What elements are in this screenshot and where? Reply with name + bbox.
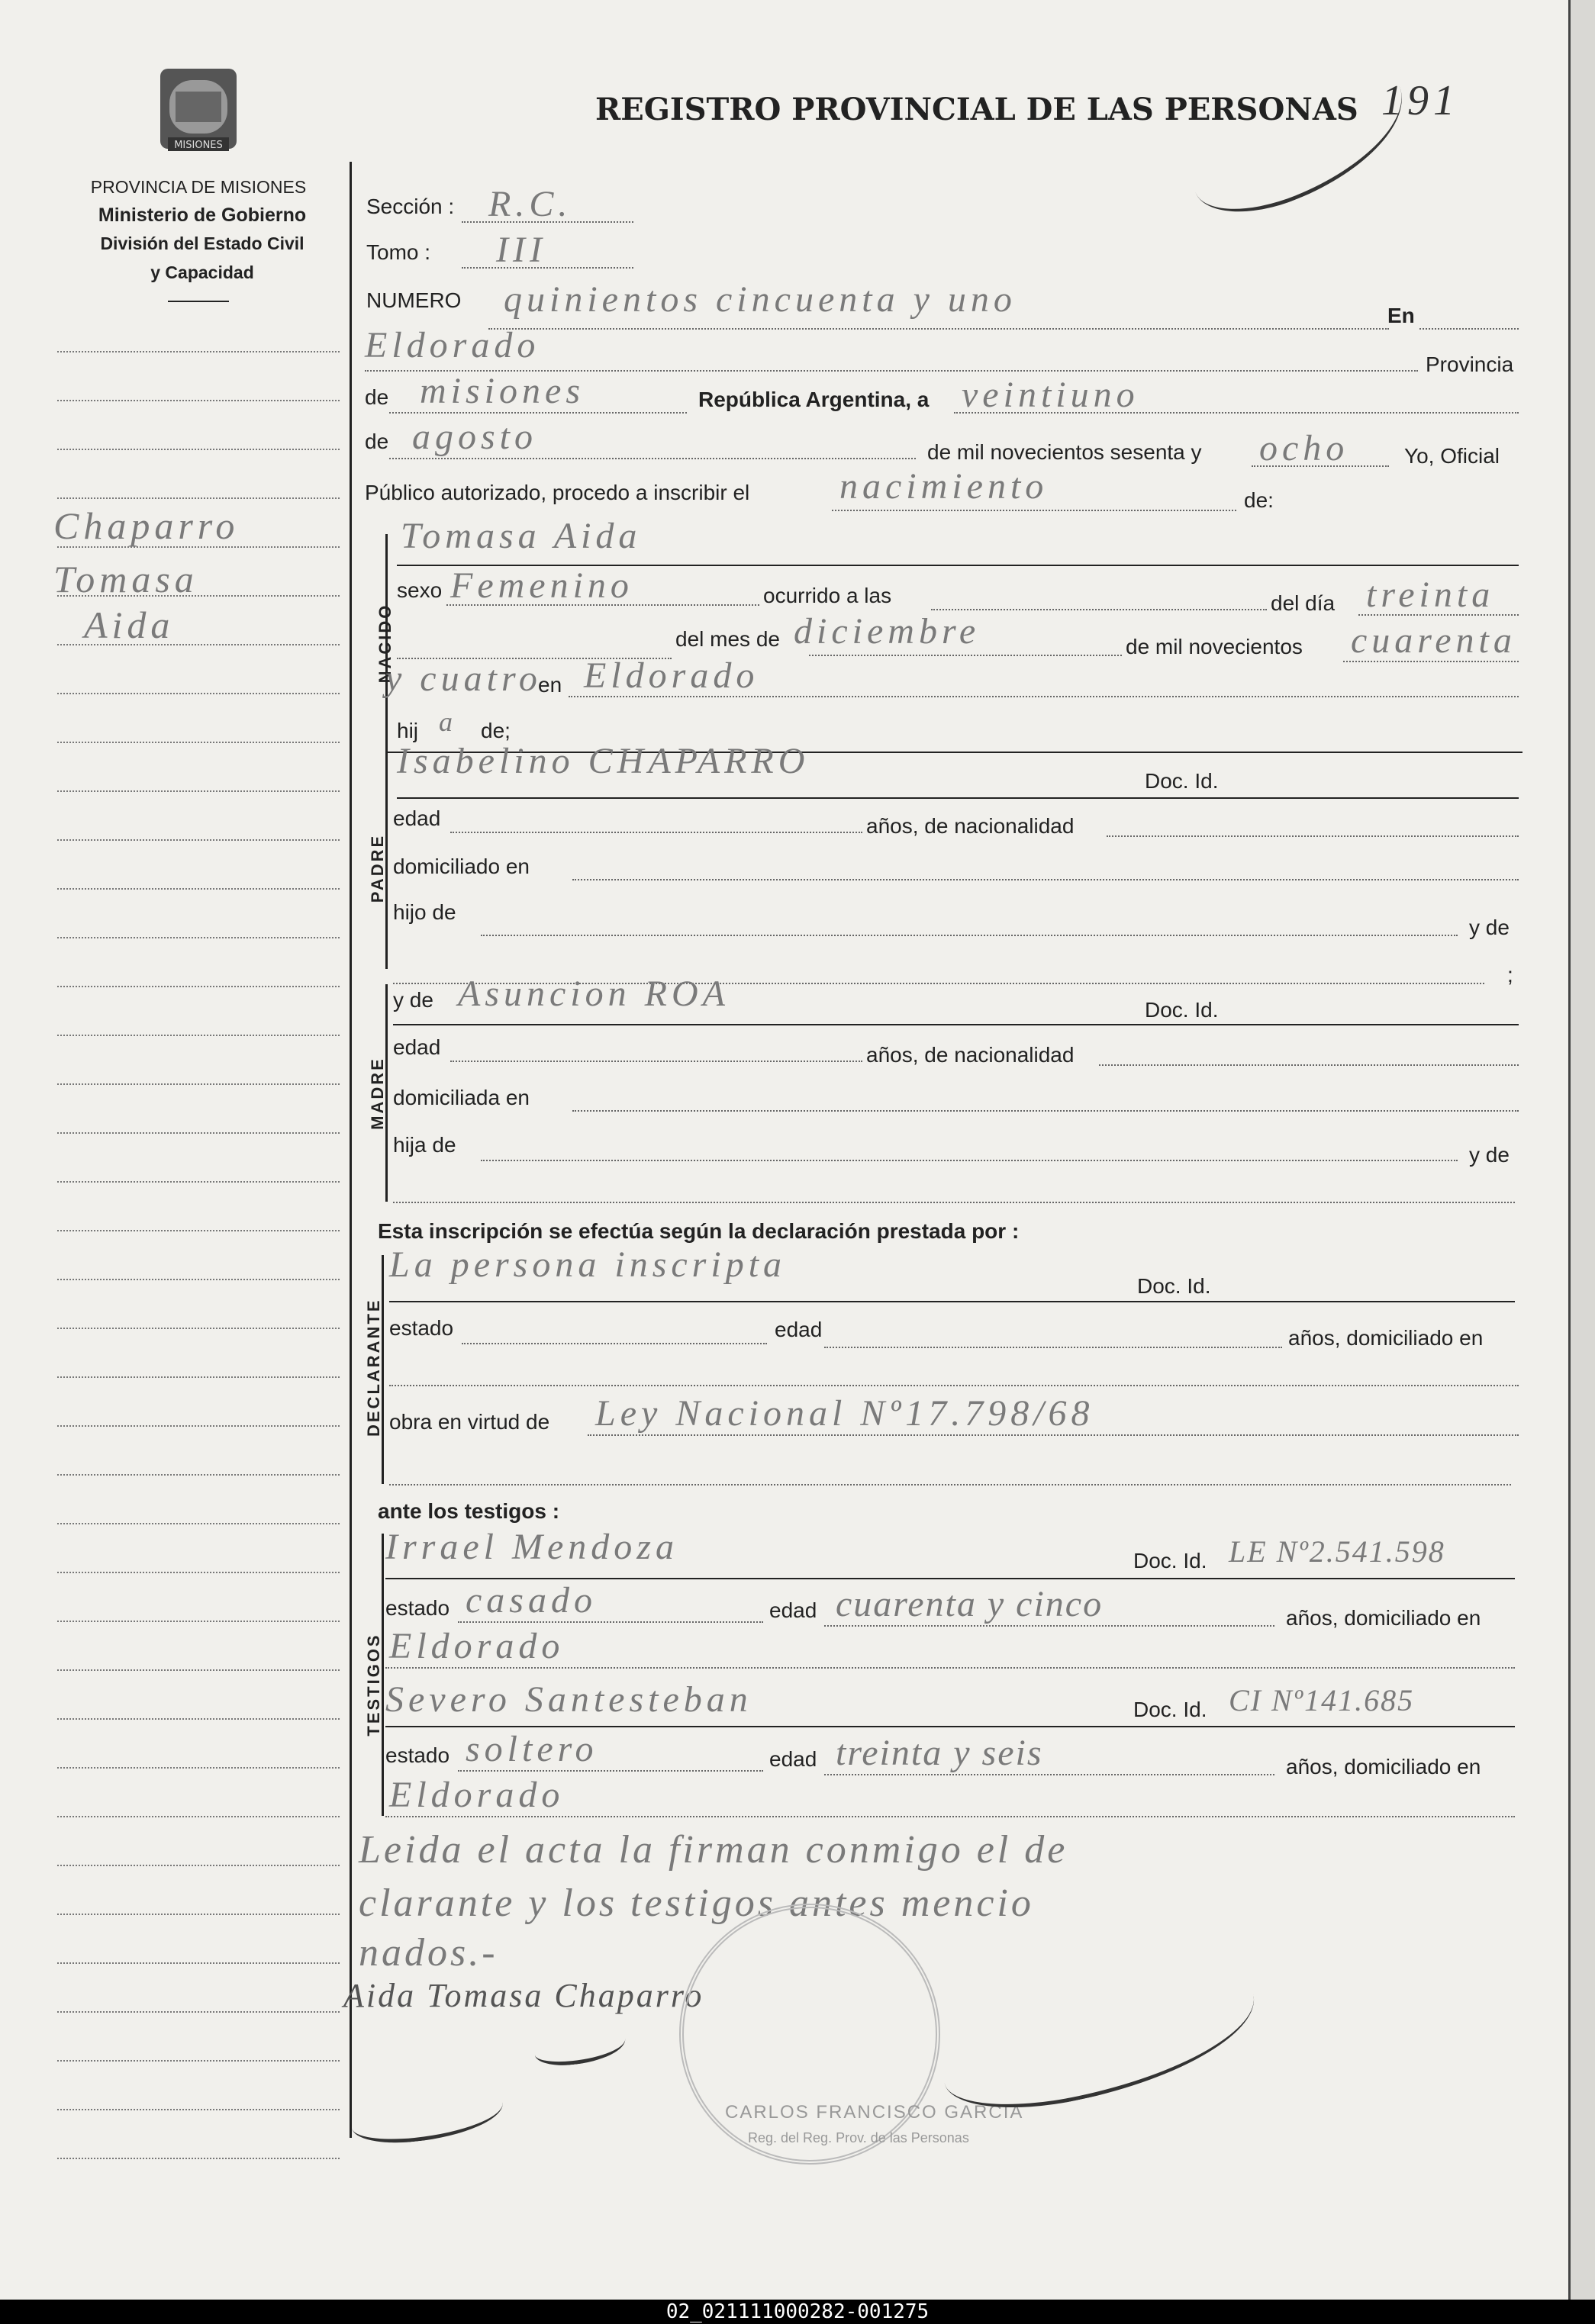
- madre-domicilio-line: [572, 1110, 1519, 1112]
- republica-label: República Argentina, a: [698, 388, 930, 411]
- declarante-domicilio-line: [389, 1385, 1519, 1386]
- ministry-name: Ministerio de Gobierno: [98, 204, 307, 226]
- dia-nac-label: del día: [1271, 591, 1336, 615]
- margin-dotted-line: [57, 644, 340, 645]
- declarante-estado-line: [462, 1343, 767, 1344]
- province-crest-icon: [145, 61, 252, 160]
- divider: [168, 301, 229, 302]
- seccion-label: Sección :: [366, 195, 455, 218]
- header-signature: [1171, 45, 1424, 233]
- margin-dotted-line: [57, 400, 340, 401]
- anio-value: ocho: [1259, 428, 1349, 468]
- tomo-label: Tomo :: [366, 240, 431, 264]
- province-name: PROVINCIA DE MISIONES: [90, 177, 307, 197]
- official-seal-icon: [679, 1904, 940, 2165]
- seccion-value: R.C.: [488, 184, 572, 224]
- page-title: REGISTRO PROVINCIAL DE LAS PERSONAS: [595, 92, 1358, 127]
- numero-value: quinientos cincuenta y uno: [504, 279, 1017, 320]
- padre-section-label: PADRE: [368, 833, 387, 903]
- anio-nac-value-a: cuarenta: [1351, 620, 1516, 661]
- margin-border: [350, 162, 352, 2138]
- testigo2-nombre: Severo Santesteban: [385, 1679, 752, 1720]
- testigo2-estado-line: [458, 1770, 763, 1772]
- stamp-subtitle: Reg. del Reg. Prov. de las Personas: [748, 2130, 969, 2145]
- testigo1-edad-label: edad: [769, 1598, 817, 1622]
- officer-signature: [931, 1952, 1268, 2126]
- margin-dotted-line: [57, 986, 340, 987]
- margin-dotted-line: [57, 1816, 340, 1817]
- testigo2-edad-line: [824, 1774, 1274, 1775]
- margin-dotted-line: [57, 1767, 340, 1769]
- numero-line: [488, 328, 1389, 330]
- madre-doc-label: Doc. Id.: [1145, 998, 1219, 1022]
- lugar-nac-value: Eldorado: [584, 655, 759, 696]
- padre-yde-label: y de: [1469, 916, 1510, 939]
- madre-edad-label: edad: [393, 1035, 441, 1059]
- madre-name-line: [393, 1024, 1519, 1025]
- hij-suffix: a: [439, 707, 457, 737]
- ocurrido-label: ocurrido a las: [763, 584, 892, 607]
- testigo2-domicilio-label: años, domiciliado en: [1286, 1755, 1481, 1778]
- margin-dotted-line: [57, 1621, 340, 1622]
- hij-label: hij: [397, 719, 419, 742]
- dia-value: veintiuno: [962, 375, 1139, 415]
- hora-line: [931, 609, 1267, 610]
- padre-domicilio-label: domiciliado en: [393, 855, 530, 878]
- margin-dotted-line: [57, 1132, 340, 1134]
- declarante-obra-label: obra en virtud de: [389, 1410, 550, 1434]
- testigos-intro: ante los testigos :: [378, 1499, 560, 1523]
- madre-nombre: Asuncion ROA: [458, 974, 730, 1014]
- mes-nac-label: del mes de: [675, 627, 780, 651]
- declarante-domicilio-label: años, domiciliado en: [1288, 1326, 1484, 1350]
- madre-section-label: MADRE: [368, 1057, 387, 1130]
- testigo1-edad: cuarenta y cinco: [836, 1584, 1104, 1624]
- crest-label: MISIONES: [174, 140, 223, 151]
- mil-nac-label: de mil novecientos: [1126, 635, 1303, 658]
- margin-dotted-line: [57, 449, 340, 450]
- mes-line: [389, 458, 916, 459]
- provincia-value: misiones: [420, 371, 585, 411]
- anio-label: de mil novecientos sesenta y: [927, 440, 1202, 464]
- margin-dotted-line: [57, 1035, 340, 1036]
- margin-dotted-line: [57, 1669, 340, 1671]
- madre-nacionalidad-line: [1099, 1064, 1519, 1066]
- margin-note-surname: Chaparro: [53, 504, 240, 547]
- margin-dotted-line: [57, 1279, 340, 1280]
- stamp-name: CARLOS FRANCISCO GARCIA: [725, 2102, 1024, 2123]
- declarante-estado-label: estado: [389, 1316, 454, 1340]
- testigo1-edad-line: [824, 1625, 1274, 1627]
- closing-line1: Leida el acta la firman conmigo el de: [359, 1828, 1068, 1872]
- madre-bottom-line: [393, 1202, 1515, 1203]
- margin-dotted-line: [57, 1865, 340, 1866]
- margin-dotted-line: [57, 2060, 340, 2062]
- margin-dotted-line: [57, 1425, 340, 1427]
- margin-dotted-line: [57, 937, 340, 938]
- page-number: 191: [1381, 77, 1459, 124]
- margin-dotted-line: [57, 1718, 340, 1720]
- margin-dotted-line: [57, 790, 340, 792]
- margin-dotted-line: [57, 888, 340, 890]
- margin-dotted-line: [57, 1962, 340, 1964]
- oficial-label: Yo, Oficial: [1404, 444, 1500, 468]
- margin-dotted-line: [57, 546, 340, 548]
- declarante-intro: Esta inscripción se efectúa según la declaración prestada por :: [378, 1219, 1020, 1243]
- margin-dotted-line: [57, 351, 340, 352]
- testigo1-domicilio-label: años, domiciliado en: [1286, 1606, 1481, 1630]
- margin-dotted-line: [57, 1181, 340, 1183]
- dia-nac-value: treinta: [1366, 575, 1495, 615]
- binding-edge: [1568, 0, 1595, 2300]
- padre-nacionalidad-label: años, de nacionalidad: [866, 814, 1075, 838]
- margin-dotted-line: [57, 1914, 340, 1915]
- margin-note-firstname: Tomasa: [53, 558, 198, 600]
- margin-dotted-line: [57, 2109, 340, 2110]
- padre-edad-label: edad: [393, 806, 441, 830]
- margin-dotted-line: [57, 2158, 340, 2159]
- margin-dotted-line: [57, 497, 340, 499]
- padre-nacionalidad-line: [1107, 835, 1519, 837]
- acto-line: [832, 510, 1236, 511]
- madre-edad-line: [450, 1061, 862, 1062]
- testigo2-estado-label: estado: [385, 1743, 450, 1767]
- provincia-label: Provincia: [1426, 352, 1514, 376]
- padre-edad-line: [450, 832, 862, 833]
- declarante-nombre: La persona inscripta: [389, 1244, 787, 1285]
- margin-dotted-line: [57, 1572, 340, 1573]
- declarante-edad-line: [824, 1347, 1282, 1348]
- de-label: de: [365, 385, 389, 409]
- testigo1-estado-label: estado: [385, 1596, 450, 1620]
- numero-label: NUMERO: [366, 288, 462, 312]
- sexo-label: sexo: [397, 578, 443, 602]
- de-colon-label: de:: [1244, 488, 1274, 512]
- tomo-value: III: [496, 230, 546, 270]
- testigo1-nombre: Irrael Mendoza: [385, 1527, 678, 1567]
- margin-dotted-line: [57, 1523, 340, 1524]
- testigo2-doc-label: Doc. Id.: [1133, 1698, 1207, 1721]
- declarante-signature: Aida Tomasa Chaparro: [343, 1977, 704, 2014]
- declarante-name-line: [389, 1301, 1515, 1302]
- mes-value: agosto: [412, 417, 538, 457]
- tomo-line: [462, 267, 633, 269]
- acto-value: nacimiento: [839, 466, 1049, 507]
- margin-dotted-line: [57, 839, 340, 841]
- margin-dotted-line: [57, 2011, 340, 2013]
- declarante-section-label: DECLARANTE: [364, 1298, 383, 1437]
- testigo2-edad-label: edad: [769, 1747, 817, 1771]
- padre-semicolon: ;: [1507, 963, 1513, 987]
- declarante-edad-label: edad: [775, 1318, 823, 1341]
- testigo2-domicilio-line: [385, 1816, 1515, 1817]
- madre-yde2-label: y de: [1469, 1143, 1510, 1167]
- margin-dotted-line: [57, 1230, 340, 1231]
- padre-doc-label: Doc. Id.: [1145, 769, 1219, 793]
- closing-line3: nados.-: [359, 1931, 498, 1975]
- closing-line2: clarante y los testigos antes mencio: [359, 1881, 1034, 1925]
- provincia-line: [389, 412, 687, 414]
- padre-domicilio-line: [572, 879, 1519, 880]
- margin-dotted-line: [57, 1376, 340, 1378]
- testigo1-domicilio-line: [385, 1667, 1515, 1669]
- testigos-section-label: TESTIGOS: [364, 1633, 383, 1737]
- margin-dotted-line: [57, 1328, 340, 1329]
- declarante-ley: Ley Nacional Nº17.798/68: [595, 1393, 1094, 1434]
- padre-hijo-label: hijo de: [393, 900, 456, 924]
- madre-hija-label: hija de: [393, 1133, 456, 1157]
- nacido-nombre: Tomasa Aida: [401, 516, 642, 556]
- padre-name-line: [397, 797, 1519, 799]
- image-footer-code: 02_021111000282-001275: [0, 2300, 1595, 2324]
- testigo1-doc-label: Doc. Id.: [1133, 1549, 1207, 1572]
- mes-nac-line: [809, 655, 1122, 656]
- margin-dotted-line: [57, 1474, 340, 1476]
- division-name: División del Estado Civil: [100, 233, 304, 253]
- margin-note-middlename: Aida: [84, 604, 175, 646]
- testigo2-doc: CI Nº141.685: [1229, 1683, 1415, 1717]
- hij-de-label: de;: [481, 719, 511, 742]
- testigo1-doc: LE Nº2.541.598: [1229, 1534, 1445, 1569]
- padre-nombre: Isabelino CHAPARRO: [397, 741, 810, 781]
- declarante-bottom-line: [389, 1484, 1511, 1485]
- madre-domicilio-label: domiciliada en: [393, 1086, 530, 1109]
- publico-label: Público autorizado, procedo a inscribir el: [365, 481, 750, 504]
- lugar-value: Eldorado: [365, 325, 540, 365]
- witness-signature: [349, 2083, 506, 2149]
- anio-nac-value-b: y cuatro: [385, 658, 542, 699]
- margin-dotted-line: [57, 742, 340, 743]
- nacido-section-label: NACIDO: [375, 603, 395, 684]
- de-mes-label: de: [365, 430, 389, 453]
- testigo2-edad: treinta y seis: [836, 1733, 1043, 1773]
- margin-dotted-line: [57, 595, 340, 597]
- padre-hijo-line: [481, 935, 1458, 936]
- madre-hija-line: [481, 1160, 1458, 1161]
- testigo2-name-line: [385, 1726, 1515, 1727]
- en-nac-label: en: [538, 673, 562, 697]
- testigo2-domicilio: Eldorado: [389, 1775, 565, 1815]
- madre-yde-label: y de: [393, 988, 433, 1012]
- mes-nac-value: diciembre: [794, 611, 981, 652]
- en-label: En: [1387, 304, 1415, 327]
- declarante-doc-label: Doc. Id.: [1137, 1274, 1211, 1298]
- declarante-ley-line: [588, 1434, 1519, 1436]
- testigo2-estado: soltero: [466, 1729, 598, 1769]
- margin-dotted-line: [57, 1083, 340, 1085]
- testigo1-estado-line: [458, 1621, 763, 1623]
- testigo1-domicilio: Eldorado: [389, 1626, 565, 1666]
- margin-dotted-line: [57, 693, 340, 694]
- testigo1-estado: casado: [466, 1580, 597, 1621]
- en-line: [1419, 328, 1519, 330]
- witness2-signature: [533, 2025, 627, 2068]
- capacity-name: y Capacidad: [150, 262, 254, 282]
- madre-nacionalidad-label: años, de nacionalidad: [866, 1043, 1075, 1067]
- sexo-value: Femenino: [450, 565, 633, 606]
